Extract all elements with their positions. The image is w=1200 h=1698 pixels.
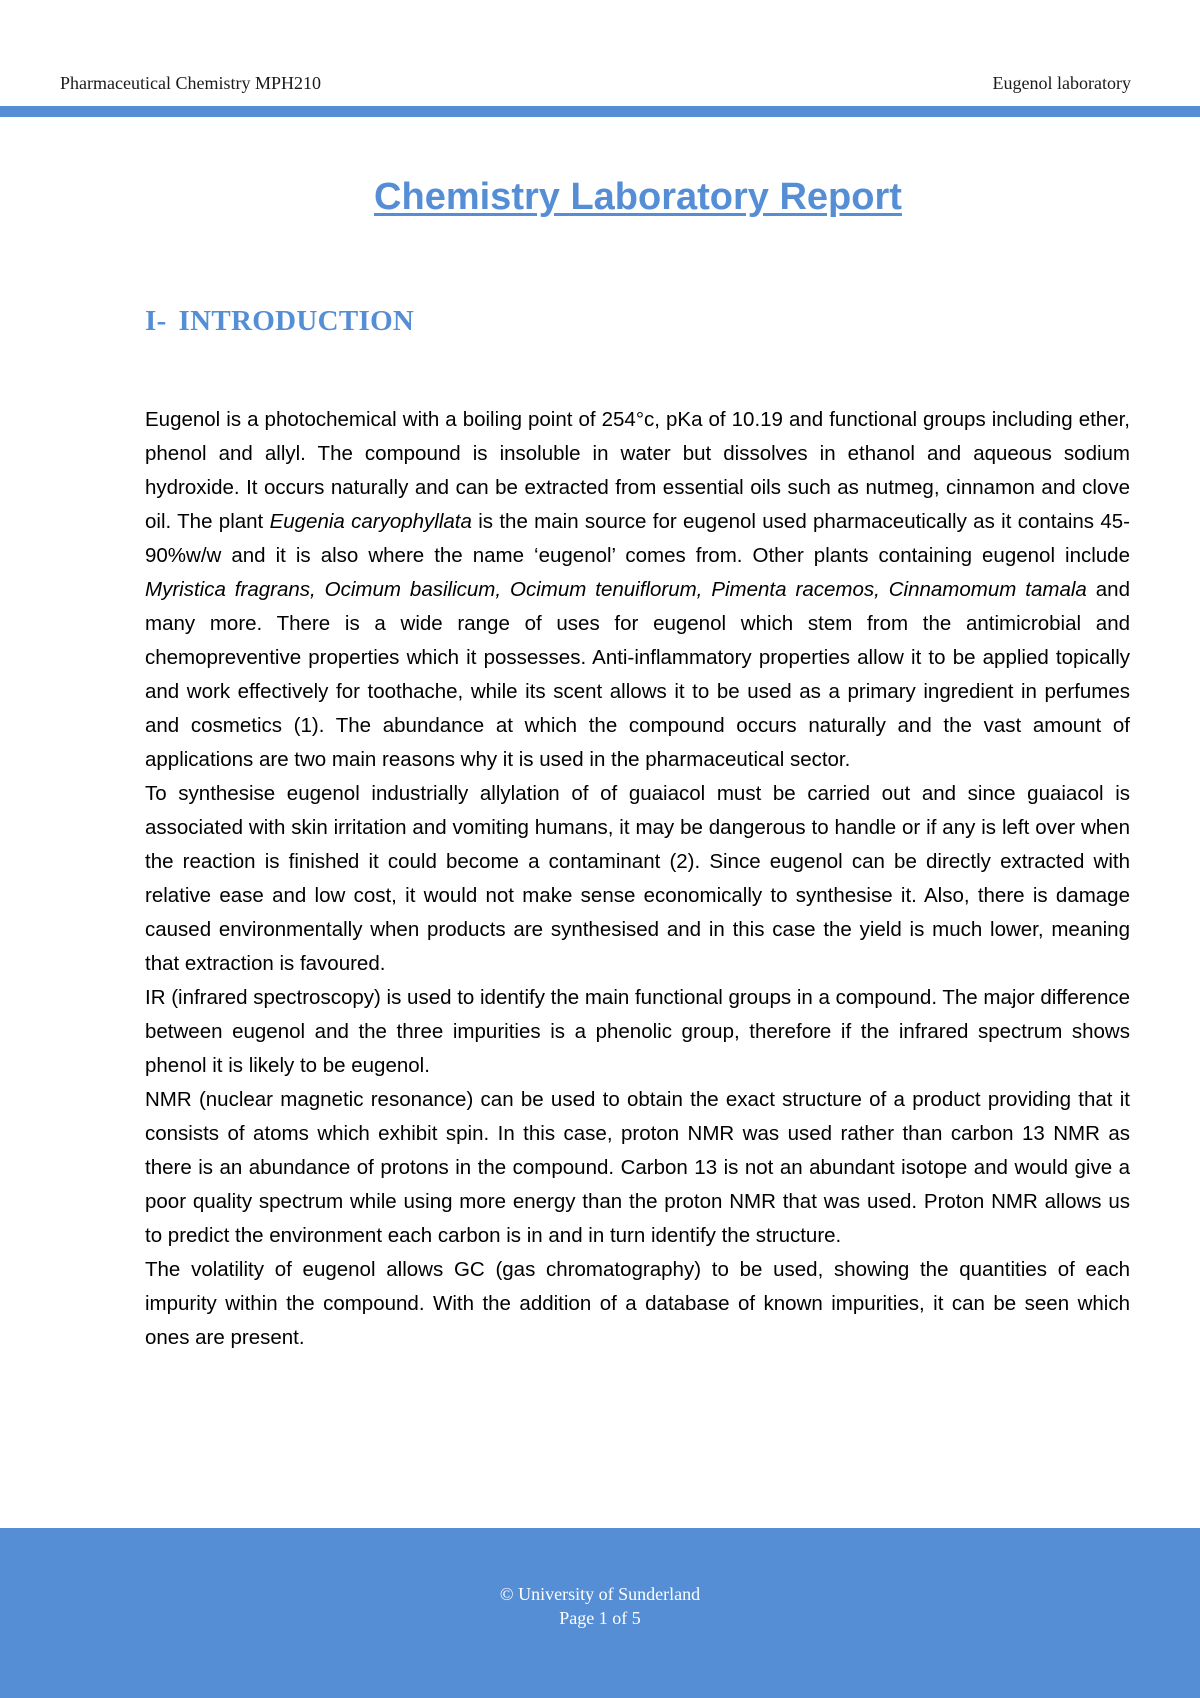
section-number: I- (145, 305, 167, 337)
footer-copyright: © University of Sunderland (499, 1584, 701, 1604)
report-title: Chemistry Laboratory Report (374, 176, 902, 218)
page-footer (0, 1528, 1200, 1698)
section-title: INTRODUCTION (178, 305, 415, 337)
header-course-title: Pharmaceutical Chemistry MPH210 (60, 73, 321, 93)
text-run: Eugenol is a photochemical with a boiling point of 254°c, pKa of 10.19 and functional groups including ether, phenol and allyl. The compound is insoluble in water but dissolves in ethanol and aqueous sodium hydroxide. It occurs naturally and can be extracted from essential oils such as nutmeg, cinnamon and clove oil. The plant (145, 408, 1130, 533)
header-divider-bar (0, 106, 1200, 117)
paragraph-eugenol-overview (145, 403, 1130, 777)
paragraph-nmr: NMR (nuclear magnetic resonance) can be used to obtain the exact structure of a product providing that it consists of atoms which exhibit spin. In this case, proton NMR was used rather than carbon 13 NMR as there is an abundance of protons in the compound. Carbon 13 is not an abundant isotope and would give a poor quality spectrum while using more energy than the proton NMR that was used. Proton NMR allows us to predict the environment each carbon is in and in turn identify the structure. (145, 1088, 1130, 1247)
text-run: is the main source for eugenol used pharmaceutically as it contains 45-90%w/w and it is also where the name ‘eugenol’ comes from. Other plants containing eugenol include (145, 510, 1131, 567)
header-document-title: Eugenol laboratory (992, 73, 1131, 93)
section-heading-introduction (145, 302, 414, 340)
paragraph-synthesis: To synthesise eugenol industrially allylation of of guaiacol must be carried out and since guaiacol is associated with skin irritation and vomiting humans, it may be dangerous to handle or if any is left over when the reaction is finished it could become a contaminant (2). Since eugenol can be directly extracted with relative ease and low cost, it would not make sense economically to synthesise it. Also, there is damage caused environmentally when products are synthesised and in this case the yield is much lower, meaning that extraction is favoured. (145, 782, 1130, 975)
paragraph-gc: The volatility of eugenol allows GC (gas chromatography) to be used, showing the quantities of each impurity within the compound. With the addition of a database of known impurities, it can be seen which ones are present. (145, 1258, 1130, 1349)
introduction-body (145, 403, 1130, 1355)
text-run: and many more. There is a wide range of uses for eugenol which stem from the antimicrobial and chemopreventive properties which it possesses. Anti-inflammatory properties allow it to be applied topically and work effectively for toothache, while its scent allows it to be used as a primary ingredient in perfumes and cosmetics (1). The abundance at which the compound occurs naturally and the vast amount of applications are two main reasons why it is used in the pharmaceutical sector. (145, 578, 1130, 771)
species-list-italic: Myristica fragrans, Ocimum basilicum, Ocimum tenuiflorum, Pimenta racemos, Cinnamomum tamala (145, 578, 1087, 601)
species-name-italic: Eugenia caryophyllata (269, 510, 472, 533)
page-header (0, 0, 1200, 118)
footer-page-number: Page 1 of 5 (559, 1608, 641, 1628)
paragraph-ir: IR (infrared spectroscopy) is used to identify the main functional groups in a compound. The major difference between eugenol and the three impurities is a phenolic group, therefore if the infrared spectrum shows phenol it is likely to be eugenol. (145, 986, 1130, 1077)
